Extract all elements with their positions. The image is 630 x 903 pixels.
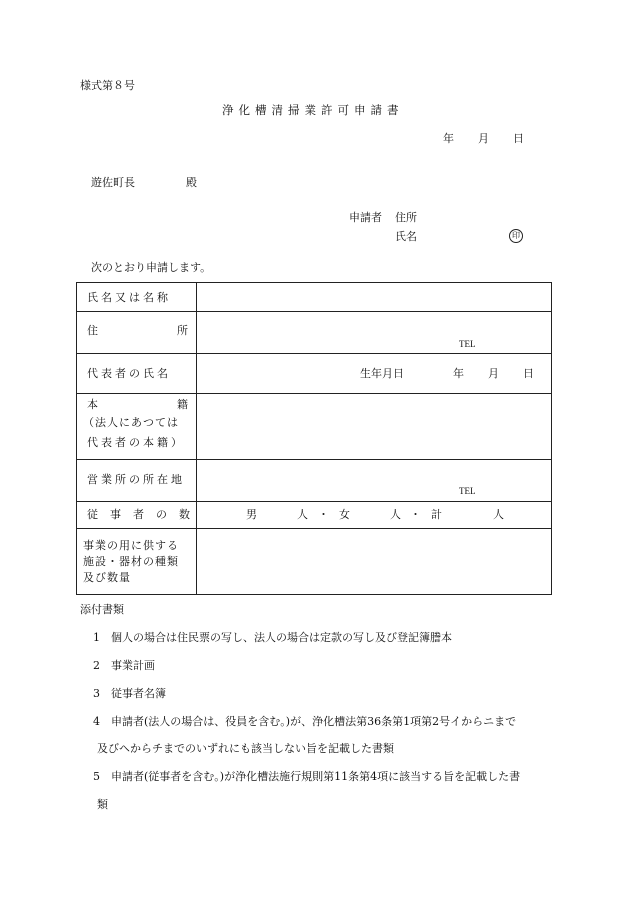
employees-separator: ・ xyxy=(318,508,329,521)
attachment-item-continuation: 及びヘからチまでのいずれにも該当しない旨を記載した書類 xyxy=(97,742,394,755)
attachment-item: 5 申請者(従事者を含む。)が浄化槽法施行規則第11条第4項に該当する旨を記載した書 xyxy=(93,770,521,783)
attachment-item: 4 申請者(法人の場合は、役員を含む。)が、浄化槽法第36条第1項第2号イからニまで xyxy=(93,715,517,728)
domicile-label-line3: 代表者の本籍） xyxy=(87,436,185,449)
form-number: 様式第８号 xyxy=(80,79,135,92)
address-row-label-right: 所 xyxy=(177,324,188,337)
employees-female-label: 女 xyxy=(339,508,350,521)
domicile-label-line2: （法人にあつては xyxy=(83,416,179,429)
seal-mark: 印 xyxy=(509,229,523,243)
birthdate-month: 月 xyxy=(488,367,499,380)
date-year: 年 xyxy=(443,132,454,145)
table-column-divider xyxy=(196,283,197,594)
birthdate-year: 年 xyxy=(453,367,464,380)
intro-text: 次のとおり申請します。 xyxy=(91,261,212,274)
address-row-label xyxy=(87,325,188,336)
employees-person-unit: 人 xyxy=(390,508,401,521)
employees-row-label: 従事者の数 xyxy=(87,508,202,521)
application-table xyxy=(76,282,552,595)
attachment-item-continuation: 類 xyxy=(97,798,108,811)
domicile-label-left: 本 xyxy=(87,398,98,411)
attachments-heading: 添付書類 xyxy=(80,603,124,616)
page-title: 浄化槽清掃業許可申請書 xyxy=(222,103,404,117)
name-row-label: 氏名又は名称 xyxy=(87,291,171,304)
attachment-item: 3 従事者名簿 xyxy=(93,687,166,700)
addressee-honorific: 殿 xyxy=(186,176,197,189)
applicant-name-label: 氏名 xyxy=(395,230,417,243)
office-row-label: 営業所の所在地 xyxy=(87,473,185,486)
row-divider xyxy=(77,353,551,354)
date-day: 日 xyxy=(513,132,524,145)
row-divider xyxy=(77,393,551,394)
row-divider xyxy=(77,459,551,460)
office-tel-label: TEL xyxy=(459,486,476,496)
row-divider xyxy=(77,528,551,529)
employees-male-label: 男 xyxy=(246,508,257,521)
address-row-label-left: 住 xyxy=(87,324,98,337)
birthdate-label: 生年月日 xyxy=(360,367,404,380)
addressee-name: 遊佐町長 xyxy=(91,176,135,189)
representative-row-label: 代表者の氏名 xyxy=(87,367,171,380)
employees-person-unit: 人 xyxy=(493,508,504,521)
facilities-label-line2: 施設・器材の種類 xyxy=(83,555,179,568)
birthdate-day: 日 xyxy=(523,367,534,380)
row-divider xyxy=(77,311,551,312)
attachment-item: 1 個人の場合は住民票の写し、法人の場合は定款の写し及び登記簿謄本 xyxy=(93,631,452,644)
facilities-label-line1: 事業の用に供する xyxy=(83,539,179,552)
facilities-label-line3: 及び数量 xyxy=(83,571,131,584)
applicant-label: 申請者 xyxy=(349,211,382,224)
attachment-item: 2 事業計画 xyxy=(93,659,155,672)
applicant-address-label: 住所 xyxy=(395,211,417,224)
employees-total-label: 計 xyxy=(431,508,442,521)
address-tel-label: TEL xyxy=(459,339,476,349)
domicile-label-right: 籍 xyxy=(177,398,188,411)
employees-separator: ・ xyxy=(410,508,421,521)
date-month: 月 xyxy=(478,132,489,145)
employees-person-unit: 人 xyxy=(297,508,308,521)
row-divider xyxy=(77,501,551,502)
domicile-label-line1 xyxy=(87,399,188,410)
